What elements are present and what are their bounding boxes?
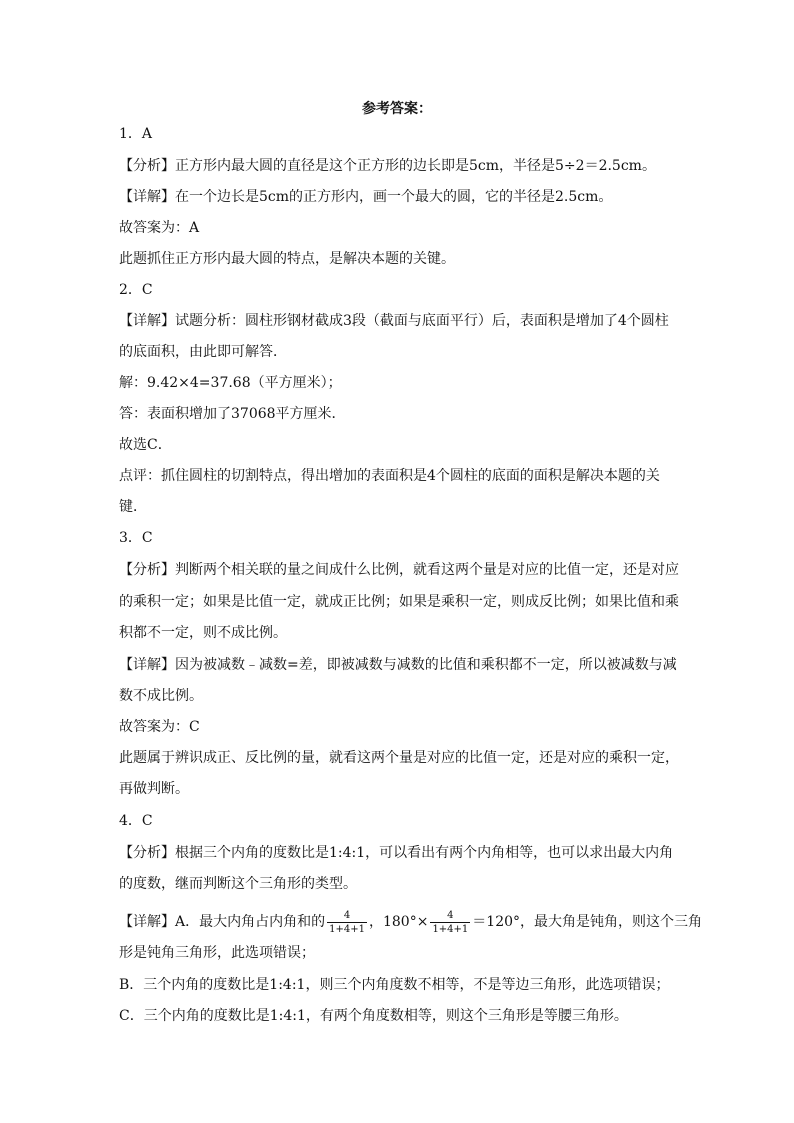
answer-3-conclusion: 故答案为：C [119,719,200,735]
answer-3-note-line-1: 此题属于辨识成正、反比例的量，就看这两个量是对应的比值一定，还是对应的乘积一定， [119,750,679,766]
answer-3-analysis-line-1: 【分析】判断两个相关联的量之间成什么比例，就看这两个量是对应的比值一定，还是对应 [119,562,679,578]
detail-prefix: 【详解】A．最大内角占内角和的 [119,914,326,930]
answer-4-analysis-line-2: 的度数，继而判断这个三角形的类型。 [119,876,357,892]
fraction-one [327,909,367,936]
answer-4-detail-line-1 [119,906,702,938]
answer-3-note-line-2: 再做判断。 [119,781,189,797]
answer-3-analysis-line-2: 的乘积一定；如果是比值一定，就成正比例；如果是乘积一定，则成反比例；如果比值和乘 [119,594,679,610]
detail-mid: ，180°× [368,914,429,930]
page-title: 参考答案： [362,101,432,117]
answer-2-comment-line-2: 键． [119,499,147,515]
answer-4-option-b: B．三个内角的度数比是1:4:1，则三个内角度数不相等，不是等边三角形，此选项错误； [119,977,670,993]
answer-2-answer: 答：表面积增加了37068平方厘米． [119,406,346,422]
fraction-one-denominator: 1+4+1 [329,923,365,935]
answer-3-detail-line-1: 【详解】因为被减数﹣减数=差，即被减数与减数的比值和乘积都不一定，所以被减数与减 [119,657,677,673]
answer-2-label: 2．C [119,282,153,298]
fraction-two-denominator: 1+4+1 [432,923,469,935]
fraction-two [430,909,470,936]
answer-2-choice: 故选C． [119,437,172,453]
answer-2-solution: 解：9.42×4=37.68（平方厘米）； [119,375,342,391]
answer-4-label: 4．C [119,813,153,829]
answer-1-conclusion: 故答案为：A [119,220,200,236]
answer-3-detail-line-2: 数不成比例。 [119,688,203,704]
answer-2-detail-line-2: 的底面积，由此即可解答． [119,344,287,360]
answer-1-label: 1．A [119,126,153,142]
fraction-one-numerator: 4 [327,909,367,923]
answer-3-label: 3．C [119,530,153,546]
answer-2-comment-line-1: 点评：抓住圆柱的切割特点，得出增加的表面积是4个圆柱的底面的面积是解决本题的关 [119,468,660,484]
answer-1-note: 此题抓住正方形内最大圆的特点，是解决本题的关键。 [119,251,455,267]
answer-3-analysis-line-3: 积都不一定，则不成比例。 [119,625,287,641]
answer-4-option-c: C．三个内角的度数比是1:4:1，有两个角度数相等，则这个三角形是等腰三角形。 [119,1008,628,1024]
answer-1-analysis: 【分析】正方形内最大圆的直径是这个正方形的边长即是5cm，半径是5÷2＝2.5cm。 [119,158,656,174]
answer-4-detail-line-2: 形是钝角三角形，此选项错误； [119,945,315,961]
answer-1-detail: 【详解】在一个边长是5cm的正方形内，画一个最大的圆，它的半径是2.5cm。 [119,189,613,205]
fraction-two-numerator: 4 [430,909,470,923]
answer-4-analysis-line-1: 【分析】根据三个内角的度数比是1:4:1，可以看出有两个内角相等，也可以求出最大内角 [119,845,674,861]
detail-suffix: ＝120°，最大角是钝角，则这个三角 [472,914,703,930]
answer-2-detail-line-1: 【详解】试题分析：圆柱形钢材截成3段（截面与底面平行）后，表面积是增加了4个圆柱 [119,313,669,329]
